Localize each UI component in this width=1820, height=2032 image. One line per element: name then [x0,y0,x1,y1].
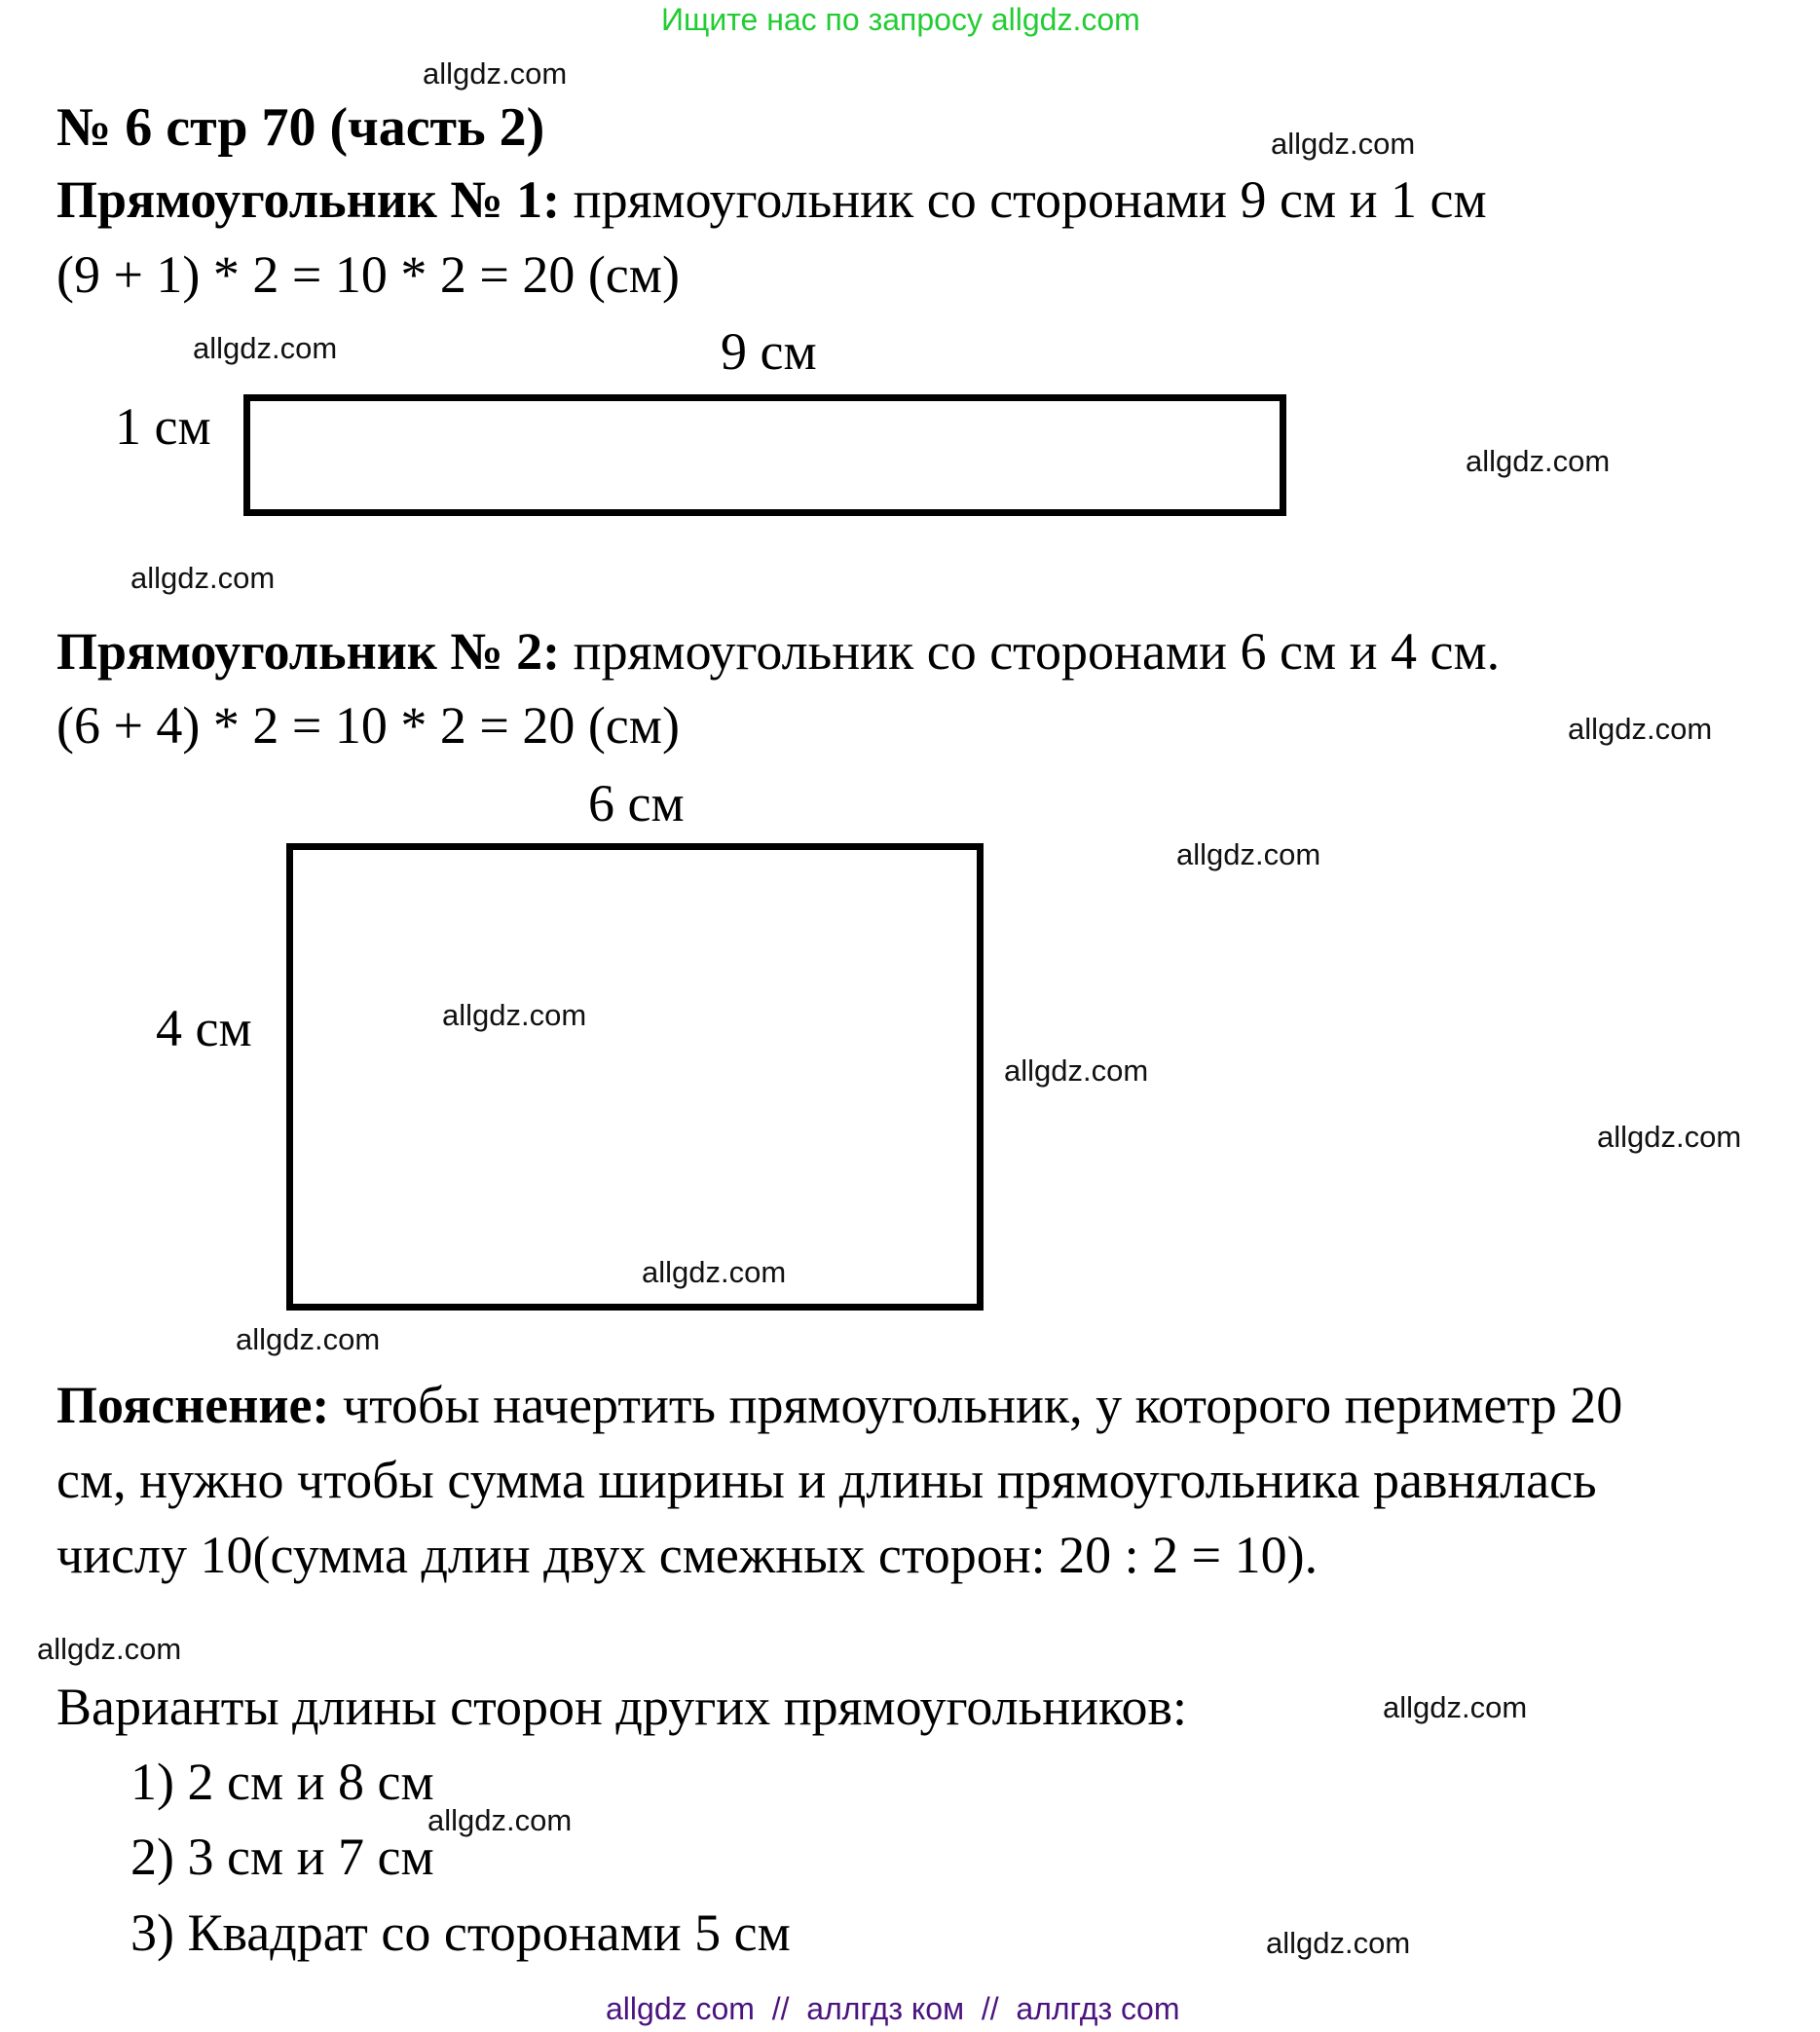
variant-text: Квадрат со сторонами 5 см [187,1903,791,1962]
rect1-heading [56,170,1487,229]
watermark: allgdz.com [1568,712,1713,746]
watermark: allgdz.com [442,998,587,1032]
watermark: allgdz.com [1383,1690,1528,1724]
watermark: allgdz.com [427,1803,573,1837]
variant-number: 2) [130,1828,174,1886]
variant-text: 2 см и 8 см [187,1753,434,1811]
site-search-banner[interactable]: Ищите нас по запросу allgdz.com [661,2,1140,37]
watermark: allgdz.com [236,1322,381,1356]
rect2-heading-label: Прямоугольник № 2: [56,622,561,681]
variant-item-1 [130,1753,434,1811]
page-title: № 6 стр 70 (часть 2) [56,97,545,158]
watermark: allgdz.com [37,1632,182,1666]
rect1-heading-text: прямоугольник со сторонами 9 см и 1 см [560,170,1487,229]
variant-number: 3) [130,1903,174,1962]
rect2-formula: (6 + 4) * 2 = 10 * 2 = 20 (см) [56,696,680,755]
watermark: allgdz.com [423,56,568,91]
rect1-width-label: 9 см [721,322,817,381]
watermark: allgdz.com [1004,1053,1149,1088]
watermark: allgdz.com [193,331,338,365]
watermark: allgdz.com [130,561,276,595]
variant-text: 3 см и 7 см [187,1828,434,1886]
rect1-height-label: 1 см [115,397,211,456]
watermark: allgdz.com [1271,127,1416,161]
watermark: allgdz.com [1266,1926,1411,1960]
rect1-heading-label: Прямоугольник № 1: [56,170,561,229]
variant-number: 1) [130,1753,174,1811]
explanation-label: Пояснение: [56,1376,330,1434]
footer-site-links[interactable]: allgdz com // аллгдз ком // аллгдз com [606,1991,1180,2026]
rect2-width-label: 6 см [588,774,685,832]
watermark: allgdz.com [642,1255,787,1289]
watermark: allgdz.com [1597,1120,1742,1154]
explanation-text-1: чтобы начертить прямоугольник, у которого периметр 20 [329,1376,1623,1434]
variant-item-2 [130,1828,434,1886]
rectangle-2-shape [286,843,984,1311]
explanation-line-1 [56,1376,1623,1434]
rect2-heading-text: прямоугольник со сторонами 6 см и 4 см. [560,622,1501,681]
explanation-line-2: см, нужно чтобы сумма ширины и длины прямоугольника равнялась [56,1451,1597,1509]
variants-heading: Варианты длины сторон других прямоугольников: [56,1678,1187,1736]
rect1-formula: (9 + 1) * 2 = 10 * 2 = 20 (см) [56,245,680,304]
watermark: allgdz.com [1466,444,1611,478]
variant-item-3 [130,1903,791,1962]
rect2-height-label: 4 см [156,999,252,1057]
watermark: allgdz.com [1176,837,1321,871]
rect2-heading [56,622,1501,681]
explanation-line-3: числу 10(сумма длин двух смежных сторон: 20 : 2 = 10). [56,1526,1319,1584]
rectangle-1-shape [243,394,1286,516]
